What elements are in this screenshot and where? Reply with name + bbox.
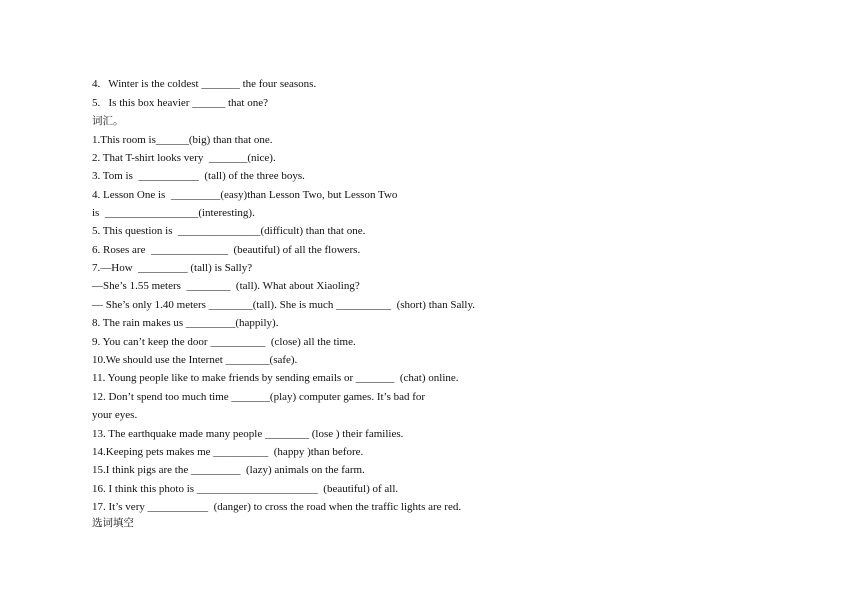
exercise-line: —She’s 1.55 meters ________ (tall). What about Xiaoling? [92, 280, 360, 292]
exercise-line: — She’s only 1.40 meters ________(tall). She is much __________ (short) than Sally. [92, 299, 476, 311]
exercise-line: is _________________(interesting). [92, 207, 255, 219]
exercise-line: 8. The rain makes us _________(happily). [92, 317, 279, 329]
exercise-line: 16. I think this photo is ______________________ (beautiful) of all. [92, 483, 399, 495]
exercise-line: 9. You can’t keep the door __________ (close) all the time. [92, 336, 356, 348]
exercise-line: 4. Winter is the coldest _______ the four seasons. [92, 78, 317, 90]
exercise-line: 1.This room is______(big) than that one. [92, 134, 273, 146]
section-heading-word-choice: 选词填空 [92, 517, 134, 529]
exercise-line: 5. Is this box heavier ______ that one? [92, 97, 268, 109]
exercise-line: your eyes. [92, 409, 138, 421]
exercise-line: 5. This question is _______________(difficult) than that one. [92, 225, 366, 237]
exercise-line: 6. Roses are ______________ (beautiful) of all the flowers. [92, 244, 361, 256]
exercise-line: 3. Tom is ___________ (tall) of the three boys. [92, 170, 305, 182]
exercise-line: 7.—How _________ (tall) is Sally? [92, 262, 253, 274]
section-heading-vocabulary: 词汇。 [92, 115, 124, 127]
exercise-line: 4. Lesson One is _________(easy)than Lesson Two, but Lesson Two [92, 189, 398, 201]
exercise-line: 13. The earthquake made many people ________ (lose ) their families. [92, 428, 404, 440]
exercise-line: 15.I think pigs are the _________ (lazy) animals on the farm. [92, 464, 365, 476]
exercise-line: 12. Don’t spend too much time _______(play) computer games. It’s bad for [92, 391, 426, 403]
exercise-line: 14.Keeping pets makes me __________ (happy )than before. [92, 446, 364, 458]
exercise-line: 2. That T-shirt looks very _______(nice). [92, 152, 276, 164]
exercise-line: 17. It’s very ___________ (danger) to cross the road when the traffic lights are red. [92, 501, 462, 513]
exercise-line: 10.We should use the Internet ________(safe). [92, 354, 298, 366]
exercise-line: 11. Young people like to make friends by sending emails or _______ (chat) online. [92, 372, 459, 384]
